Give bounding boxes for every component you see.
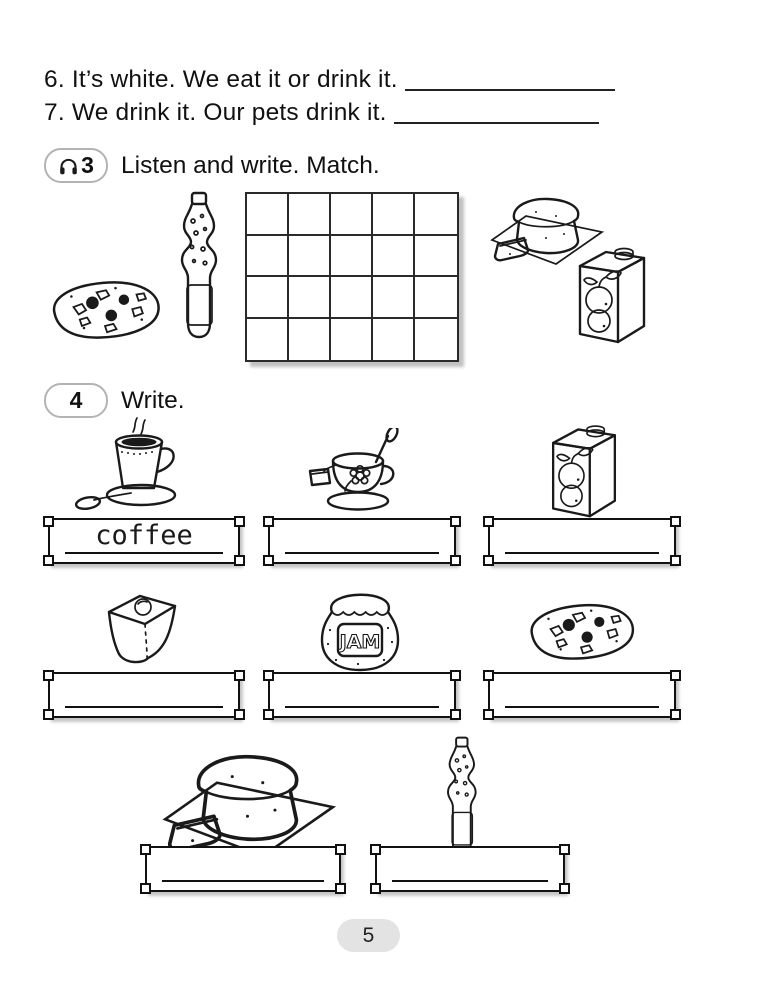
answer-box-pizza[interactable] xyxy=(488,672,676,718)
grid-cell[interactable] xyxy=(331,236,373,278)
jam-jar-illustration xyxy=(308,582,412,676)
question-6-text: 6. It’s white. We eat it or drink it. xyxy=(44,66,398,93)
exercise3-title: Listen and write. Match. xyxy=(121,151,380,179)
grid-cell[interactable] xyxy=(289,277,331,319)
grid-cell[interactable] xyxy=(415,277,457,319)
grid-cell[interactable] xyxy=(331,277,373,319)
grid-cell[interactable] xyxy=(373,236,415,278)
grid-cell[interactable] xyxy=(289,194,331,236)
grid-cell[interactable] xyxy=(373,277,415,319)
grid-cell[interactable] xyxy=(331,319,373,361)
answer-box-juice[interactable] xyxy=(488,518,676,564)
juice-carton-illustration xyxy=(566,236,658,348)
exercise4-header xyxy=(44,383,185,418)
exercise3-badge xyxy=(44,148,108,183)
pizza-illustration xyxy=(42,265,168,347)
answer-box-bread[interactable] xyxy=(145,846,341,892)
grid-cell[interactable] xyxy=(415,194,457,236)
question-6 xyxy=(44,66,615,94)
exercise3-number: 3 xyxy=(81,152,94,178)
exercise4-title: Write. xyxy=(121,386,185,414)
jam-label: JAM xyxy=(339,631,381,653)
answer-box-bottle[interactable] xyxy=(375,846,565,892)
coffee-cup-illustration xyxy=(72,416,214,518)
yogurt-cup-illustration xyxy=(95,584,187,672)
grid-cell[interactable] xyxy=(247,277,289,319)
answer-grid[interactable] xyxy=(245,192,459,362)
grid-cell[interactable] xyxy=(247,236,289,278)
grid-cell[interactable] xyxy=(415,236,457,278)
exercise4-badge xyxy=(44,383,108,418)
answer-box-jam[interactable] xyxy=(268,672,456,718)
headphones-icon xyxy=(58,156,79,176)
page-number: 5 xyxy=(362,923,375,947)
exercise3-header xyxy=(44,148,380,183)
grid-cell[interactable] xyxy=(289,319,331,361)
tea-cup-illustration xyxy=(296,428,424,518)
bread-illustration xyxy=(155,740,340,862)
answer-box-tea[interactable] xyxy=(268,518,456,564)
question-6-blank[interactable] xyxy=(405,85,615,91)
bottle-illustration xyxy=(430,736,492,858)
page-number-badge xyxy=(337,919,400,952)
answer-text: coffee xyxy=(95,520,193,551)
grid-cell[interactable] xyxy=(331,194,373,236)
bottle-illustration xyxy=(167,190,229,342)
grid-cell[interactable] xyxy=(247,194,289,236)
exercise4-number: 4 xyxy=(69,387,83,413)
grid-cell[interactable] xyxy=(373,319,415,361)
question-7 xyxy=(44,99,599,127)
question-7-blank[interactable] xyxy=(394,118,599,124)
grid-cell[interactable] xyxy=(289,236,331,278)
juice-carton-illustration xyxy=(539,414,629,522)
answer-box-coffee[interactable] xyxy=(48,518,240,564)
grid-cell[interactable] xyxy=(415,319,457,361)
pizza-illustration xyxy=(520,588,642,668)
grid-cell[interactable] xyxy=(373,194,415,236)
question-7-text: 7. We drink it. Our pets drink it. xyxy=(44,99,387,126)
answer-box-yogurt[interactable] xyxy=(48,672,240,718)
grid-cell[interactable] xyxy=(247,319,289,361)
